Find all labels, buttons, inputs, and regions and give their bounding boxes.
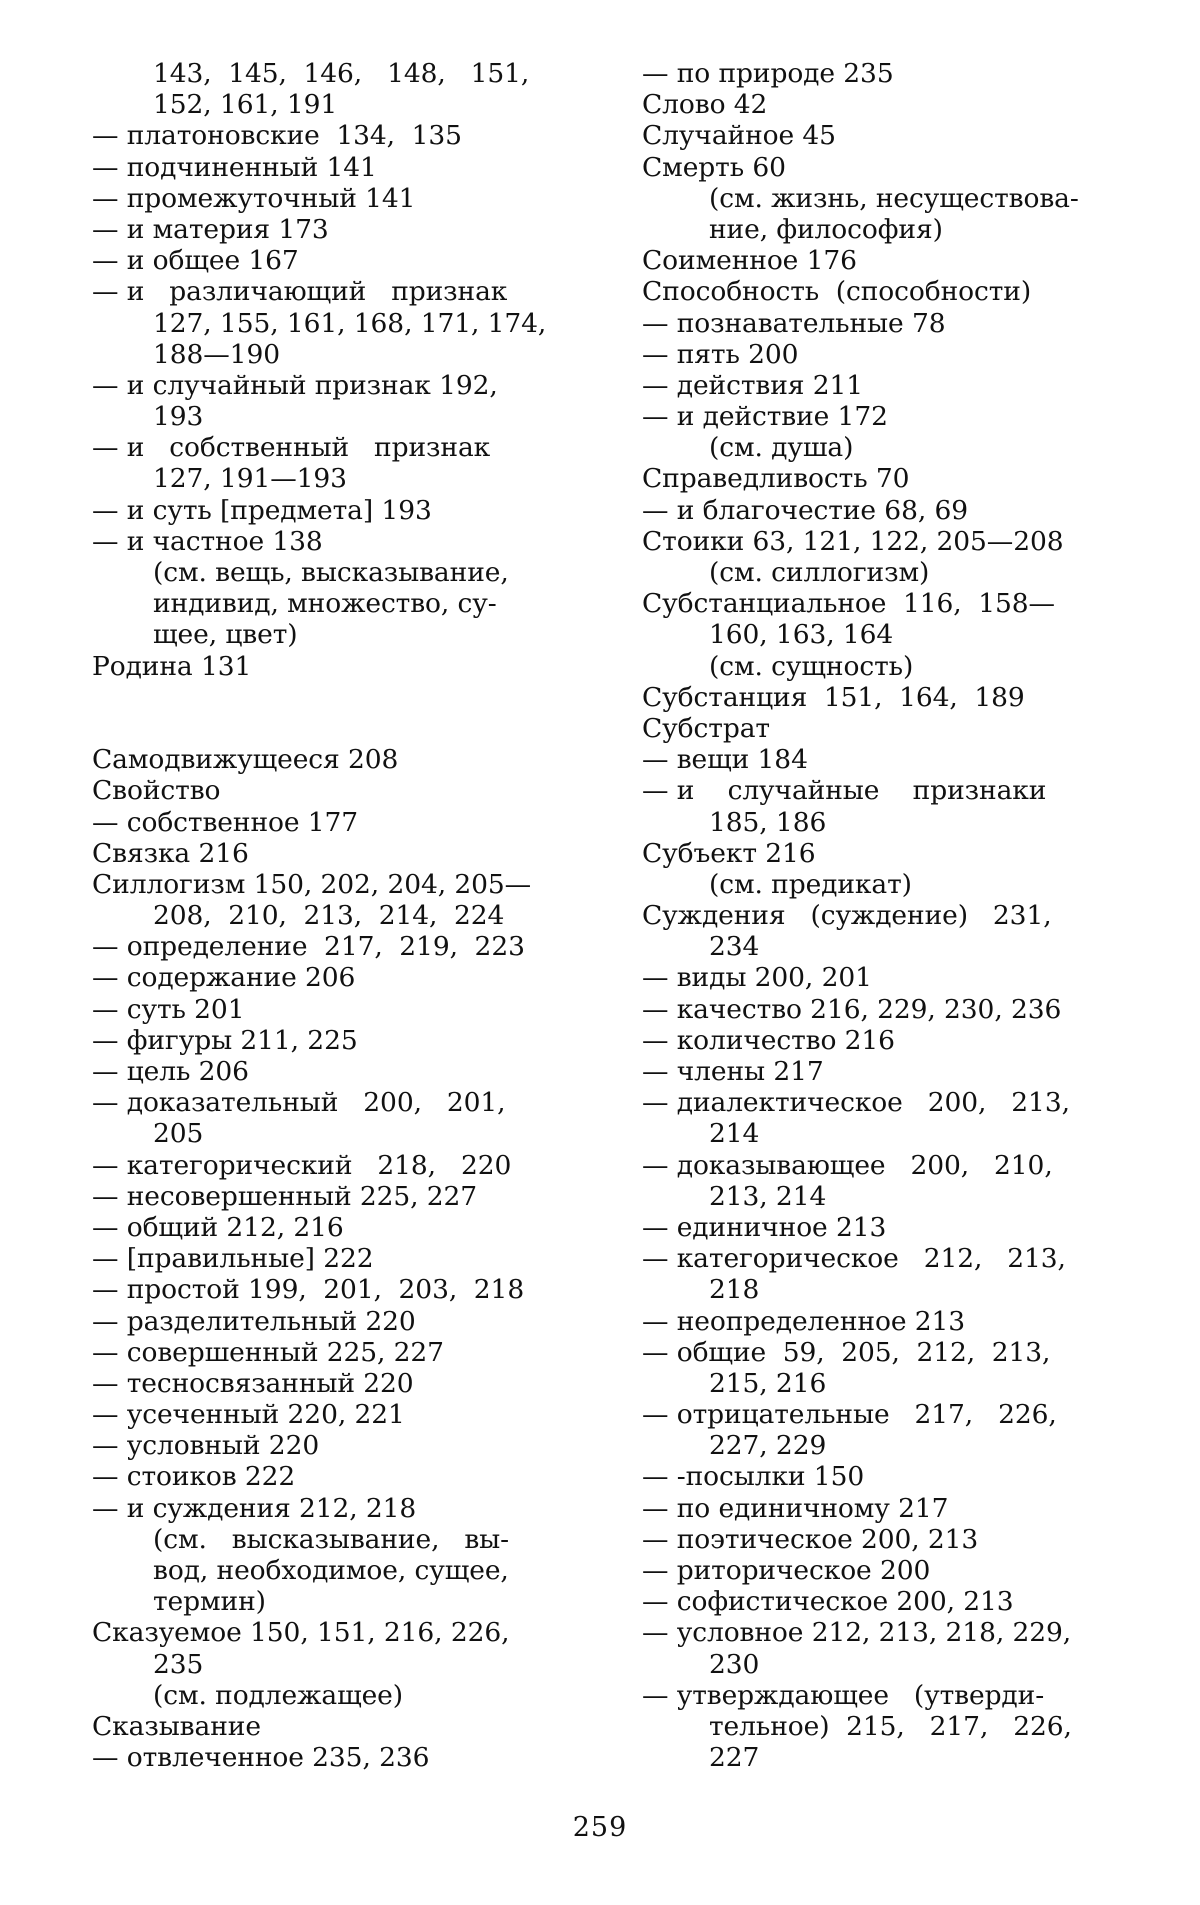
index-entry-line: — и общее 167: [92, 245, 299, 277]
index-entry-line: ние, философия): [709, 213, 943, 245]
index-entry-line: — собственное 177: [92, 806, 359, 838]
index-entry-line: — и частное 138: [92, 525, 323, 557]
index-entry-line: — отрицательные 217, 226,: [642, 1399, 1057, 1431]
index-entry-line: — и случайные признаки: [642, 775, 1047, 807]
index-entry-line: 218: [709, 1274, 760, 1306]
index-entry-line: 127, 155, 161, 168, 171, 174,: [153, 307, 547, 339]
index-entry-line: 214: [709, 1118, 760, 1150]
index-entry-line: — по природе 235: [642, 58, 894, 89]
index-entry-line: Самодвижущееся 208: [92, 744, 399, 776]
index-entry-line: 208, 210, 213, 214, 224: [153, 900, 505, 932]
index-entry-line: — стоиков 222: [92, 1461, 296, 1493]
index-entry-line: — по единичному 217: [642, 1492, 949, 1524]
index-entry-line: — и случайный признак 192,: [92, 369, 498, 401]
index-entry-line: (см. высказывание, вы-: [153, 1523, 510, 1555]
index-entry-line: — утверждающее (утверди-: [642, 1679, 1045, 1711]
index-entry-line: — неопределенное 213: [642, 1305, 966, 1337]
index-entry-line: 152, 161, 191: [153, 89, 338, 121]
index-entry-line: — категорическое 212, 213,: [642, 1243, 1066, 1275]
index-entry-line: — [правильные] 222: [92, 1243, 374, 1275]
index-entry-line: — фигуры 211, 225: [92, 1024, 358, 1056]
index-entry-line: — риторическое 200: [642, 1555, 931, 1586]
index-entry-line: индивид, множество, су-: [153, 588, 497, 620]
index-entry-line: Родина 131: [92, 650, 252, 682]
index-entry-line: — действия 211: [642, 369, 863, 401]
index-entry-line: Связка 216: [92, 837, 249, 869]
index-entry-line: — отвлеченное 235, 236: [92, 1742, 430, 1774]
index-entry-line: тельное) 215, 217, 226,: [709, 1710, 1072, 1742]
index-entry-line: 215, 216: [709, 1367, 827, 1399]
index-entry-line: — платоновские 134, 135: [92, 120, 462, 152]
index-entry-line: (см. подлежащее): [153, 1679, 404, 1711]
index-entry-line: — суть 201: [92, 993, 245, 1025]
index-entry-line: 213, 214: [709, 1180, 827, 1212]
index-column-right: [642, 58, 1104, 1773]
index-entry-line: — тесносвязанный 220: [92, 1367, 414, 1399]
index-entry-line: — несовершенный 225, 227: [92, 1180, 478, 1212]
index-entry-line: — определение 217, 219, 223: [92, 931, 525, 963]
index-entry-line: — общие 59, 205, 212, 213,: [642, 1336, 1051, 1368]
index-entry-line: Стоики 63, 121, 122, 205—208: [642, 525, 1064, 557]
index-entry-line: Соименное 176: [642, 245, 857, 277]
index-entry-line: Смерть 60: [642, 151, 786, 183]
index-entry-line: 235: [153, 1648, 204, 1680]
index-entry-line: — условный 220: [92, 1430, 320, 1462]
blank-line: [92, 682, 552, 713]
index-entry-line: Слово 42: [642, 89, 768, 121]
index-entry-line: 234: [709, 931, 760, 963]
index-entry-line: — вещи 184: [642, 744, 808, 776]
index-entry-line: — познавательные 78: [642, 307, 946, 339]
index-entry-line: — доказательный 200, 201,: [92, 1087, 506, 1119]
index-entry-line: (см. предикат): [709, 868, 912, 900]
index-entry-line: 205: [153, 1118, 204, 1150]
index-entry-line: — и различающий признак: [92, 276, 508, 308]
index-entry-line: — и материя 173: [92, 213, 329, 245]
index-entry-line: 127, 191—193: [153, 463, 347, 495]
page-number: 259: [572, 1812, 628, 1843]
index-entry-line: щее, цвет): [153, 619, 298, 651]
index-entry-line: (см. вещь, высказывание,: [153, 557, 509, 588]
index-entry-line: Способность (способности): [642, 276, 1032, 308]
index-entry-line: Справедливость 70: [642, 463, 910, 495]
index-entry-line: 227, 229: [709, 1430, 827, 1462]
index-entry-line: (см. душа): [709, 432, 854, 464]
index-entry-line: — поэтическое 200, 213: [642, 1523, 979, 1555]
index-entry-line: Свойство: [92, 775, 221, 807]
index-entry-line: — простой 199, 201, 203, 218: [92, 1274, 525, 1306]
index-entry-line: — общий 212, 216: [92, 1211, 344, 1243]
index-entry-line: Силлогизм 150, 202, 204, 205—: [92, 868, 532, 900]
index-entry-line: Суждения (суждение) 231,: [642, 900, 1052, 932]
index-entry-line: — софистическое 200, 213: [642, 1586, 1014, 1618]
index-entry-line: 193: [153, 401, 204, 433]
index-entry-line: — и суть [предмета] 193: [92, 494, 432, 526]
index-entry-line: термин): [153, 1586, 266, 1618]
index-entry-line: 143, 145, 146, 148, 151,: [153, 58, 530, 89]
index-entry-line: 160, 163, 164: [709, 619, 894, 651]
index-entry-line: — диалектическое 200, 213,: [642, 1087, 1070, 1119]
index-entry-line: — виды 200, 201: [642, 962, 872, 994]
index-entry-line: — количество 216: [642, 1024, 895, 1056]
index-entry-line: (см. силлогизм): [709, 557, 930, 588]
index-entry-line: 227: [709, 1742, 760, 1774]
index-entry-line: — и собственный признак: [92, 432, 491, 464]
index-entry-line: 185, 186: [709, 806, 827, 838]
index-entry-line: — совершенный 225, 227: [92, 1336, 444, 1368]
index-entry-line: Сказывание: [92, 1710, 261, 1742]
index-entry-line: — условное 212, 213, 218, 229,: [642, 1617, 1072, 1649]
index-entry-line: — и благочестие 68, 69: [642, 494, 968, 526]
index-column-left: [92, 58, 552, 1773]
index-entry-line: — единичное 213: [642, 1211, 887, 1243]
index-entry-line: Субъект 216: [642, 837, 816, 869]
index-entry-line: — доказывающее 200, 210,: [642, 1149, 1053, 1181]
index-entry-line: — и действие 172: [642, 401, 888, 433]
index-entry-line: — содержание 206: [92, 962, 356, 994]
index-entry-line: — цель 206: [92, 1056, 249, 1087]
index-entry-line: — разделительный 220: [92, 1305, 416, 1337]
index-entry-line: — промежуточный 141: [92, 182, 416, 214]
index-entry-line: — -посылки 150: [642, 1461, 865, 1493]
index-entry-line: — и суждения 212, 218: [92, 1492, 417, 1524]
index-entry-line: — пять 200: [642, 338, 799, 370]
index-entry-line: — качество 216, 229, 230, 236: [642, 993, 1062, 1025]
index-entry-line: вод, необходимое, сущее,: [153, 1555, 509, 1586]
index-entry-line: Субстрат: [642, 712, 770, 744]
index-entry-line: — члены 217: [642, 1056, 824, 1087]
index-entry-line: Случайное 45: [642, 120, 836, 152]
index-entry-line: Субстанция 151, 164, 189: [642, 681, 1025, 713]
index-entry-line: (см. жизнь, несуществова-: [709, 182, 1079, 214]
index-entry-line: Сказуемое 150, 151, 216, 226,: [92, 1617, 510, 1649]
index-entry-line: — подчиненный 141: [92, 151, 377, 183]
blank-line: [92, 713, 552, 744]
index-entry-line: — усеченный 220, 221: [92, 1399, 405, 1431]
index-entry-line: 230: [709, 1648, 760, 1680]
index-entry-line: Субстанциальное 116, 158—: [642, 588, 1055, 620]
index-entry-line: — категорический 218, 220: [92, 1149, 512, 1181]
index-entry-line: (см. сущность): [709, 650, 914, 682]
index-entry-line: 188—190: [153, 338, 280, 370]
